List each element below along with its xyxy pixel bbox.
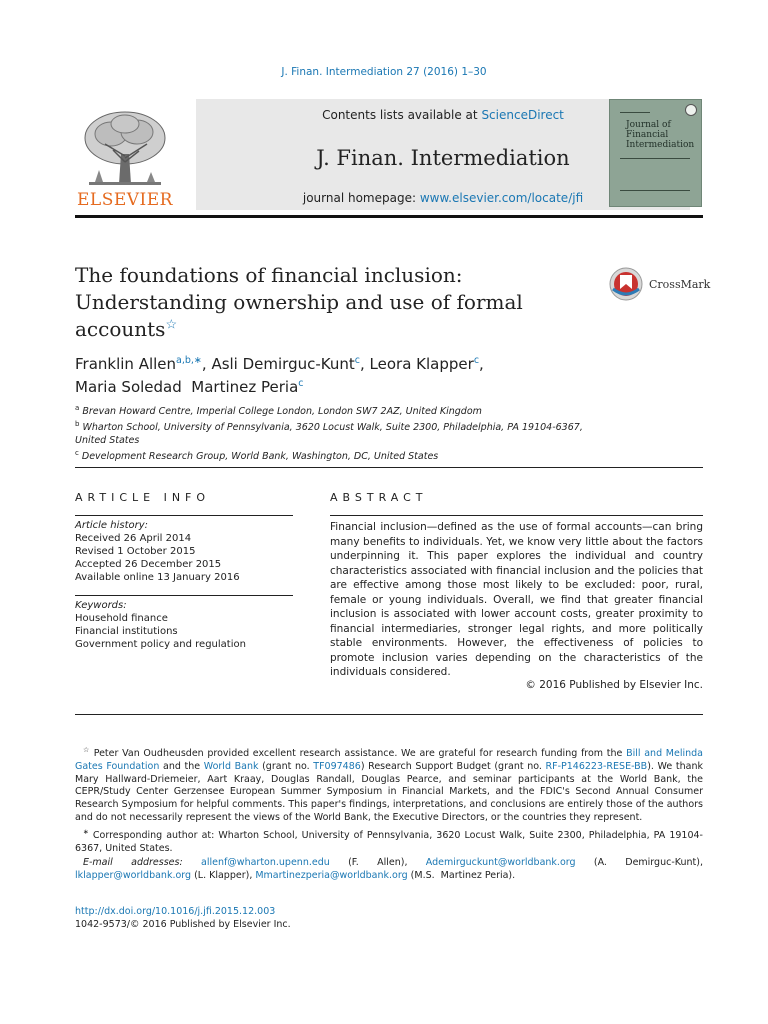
corresponding-author-footnote: ∗ Corresponding author at: Wharton School, University of Pennsylvania, 3620 Locust Walk, Suite 2300, Philadelphia, PA 19104-6367, United States. [75, 827, 703, 854]
world-bank-link[interactable]: World Bank [203, 760, 259, 772]
cover-title: Journal of Financial Intermediation [626, 120, 695, 150]
history-item: Received 26 April 2014 [75, 533, 192, 544]
elsevier-wordmark: ELSEVIER [77, 190, 173, 210]
info-rule [75, 595, 293, 596]
cover-rule [620, 112, 650, 113]
email-link[interactable]: Mmartinezperia@worldbank.org [255, 870, 408, 882]
doi-block [75, 905, 291, 931]
contents-availability: Contents lists available at ScienceDirect [322, 108, 564, 122]
author-affil-sup[interactable]: c [473, 355, 480, 366]
keyword-item: Government policy and regulation [75, 639, 246, 650]
email-footnote: E-mail addresses: allenf@wharton.upenn.edu (F. Allen), Ademirguckunt@worldbank.org (A. Demirguc-Kunt), lklapper@worldbank.org (L. Klapper), Mmartinezperia@worldbank.org (M.S. Martinez Peria). [75, 857, 703, 882]
article-history: Article history: Received 26 April 2014 Revised 1 October 2015 Accepted 26 December 2015 Available online 13 January 2016 [75, 519, 293, 584]
masthead-rule [75, 215, 703, 218]
history-item: Available online 13 January 2016 [75, 572, 240, 583]
keywords: Keywords: Household finance Financial institutions Government policy and regulation [75, 599, 293, 651]
info-rule [75, 515, 293, 516]
gates-foundation-link[interactable]: Bill and Melinda Gates Foundation [75, 748, 703, 772]
author-name: Asli Demirguc-Kunt [211, 355, 355, 373]
cover-rule [620, 190, 690, 191]
grant-link[interactable]: RF-P146223-RESE-BB [545, 760, 648, 772]
crossmark-icon [609, 267, 645, 301]
journal-citation-link[interactable]: J. Finan. Intermediation 27 (2016) 1–30 [281, 66, 487, 78]
author-name: Maria Soledad Martinez Peria [75, 378, 299, 396]
affiliation-item: $^b$ Wharton School, University of Pennsylvania, 3620 Locust Walk, Suite 2300, Philadelphia, PA 19104-6367, United States [75, 420, 583, 447]
email-link[interactable]: Ademirguckunt@worldbank.org [425, 857, 576, 869]
sciencedirect-link[interactable]: ScienceDirect [481, 108, 564, 122]
history-item: Revised 1 October 2015 [75, 546, 196, 557]
acknowledgement-footnote: ☆ Peter Van Oudheusden provided excellent research assistance. We are grateful for research funding from the Bill and Melinda Gates Foundation and the World Bank (grant no. TF097486) Research Support Budget (grant no. RF-P146223-RESE-BB). We thank Mary Hallward-Driemeier, Aart Kraay, Douglas Randall, Douglas Pearce, and seminar participants at the World Bank, the CEPR/Study Center Gerzensee European Summer Symposium in Financial Markets, and the FDIC's Second Annual Consumer Research Symposium for helpful comments. This paper's findings, interpretations, and conclusions are entirely those of the authors and do not necessarily represent the views of the World Bank, the Executive Directors, or the countries they represent. [75, 745, 703, 823]
article-title: The foundations of financial inclusion: Understanding ownership and use of formal accounts☆ [75, 263, 523, 341]
keyword-item: Financial institutions [75, 626, 178, 637]
author-line [75, 374, 635, 397]
abstract-heading: ABSTRACT [330, 491, 428, 504]
footnotes [75, 745, 703, 883]
author-name: Leora Klapper [369, 355, 474, 373]
author-affil-sup[interactable]: c [298, 378, 304, 389]
crossmark-label: CrossMark [649, 278, 711, 291]
abstract-rule [330, 515, 703, 516]
journal-cover-thumbnail [609, 99, 702, 207]
author-affil-sup[interactable]: a,b,∗ [176, 355, 202, 366]
abstract-divider [75, 714, 703, 715]
author-line: Franklin Allen$^{a,b,∗}$, Asli Demirguc-Kunt$^c$, Leora Klapper$^c$, [75, 355, 484, 373]
email-link[interactable]: allenf@wharton.upenn.edu [201, 857, 330, 869]
journal-homepage: journal homepage: www.elsevier.com/locate/jfi [302, 191, 584, 205]
title-footnote-star[interactable]: ☆ [165, 317, 178, 333]
keyword-item: Household finance [75, 613, 168, 624]
author-name: Franklin Allen [75, 355, 177, 373]
grant-link[interactable]: TF097486 [313, 760, 361, 772]
crossmark-button[interactable] [609, 267, 709, 301]
history-item: Accepted 26 December 2015 [75, 559, 222, 570]
author-affil-sup[interactable]: c [354, 355, 360, 366]
article-info-heading: ARTICLE INFO [75, 491, 211, 504]
affiliation-item: $^c$ Development Research Group, World Bank, Washington, DC, United States [75, 449, 439, 463]
email-link[interactable]: lklapper@worldbank.org [75, 870, 192, 882]
header-divider [75, 467, 703, 468]
cover-badge-icon [685, 104, 697, 116]
author-list [75, 351, 635, 397]
cover-rule [620, 158, 690, 159]
affiliations [75, 402, 595, 463]
journal-homepage-link[interactable]: www.elsevier.com/locate/jfi [419, 191, 584, 205]
journal-name: J. Finan. Intermediation [316, 146, 570, 170]
abstract-text: Financial inclusion—defined as the use of formal accounts—can bring many benefits to individuals. Yet, we know very little about the factors underpinning it. This paper explores the individual and country characteristics associated with financial inclusion and the policies that are effective among those most likely to be excluded: poor, rural, female or young individuals. Overall, we find that greater financial inclusion is associated with lower account costs, greater proximity to financial intermediaries, stronger legal rights, and more politically stable environments. However, the effectiveness of policies to promote inclusion varies depending on the characteristics of the individuals considered. [330, 521, 703, 678]
affiliation-item: $^a$ Brevan Howard Centre, Imperial College London, London SW7 2AZ, United Kingdom [75, 404, 482, 418]
issn-line: 1042-9573/© 2016 Published by Elsevier Inc. [75, 919, 291, 930]
journal-masthead [75, 96, 703, 212]
abstract-copyright: © 2016 Published by Elsevier Inc. [525, 679, 703, 691]
doi-link[interactable]: http://dx.doi.org/10.1016/j.jfi.2015.12.003 [75, 906, 276, 917]
